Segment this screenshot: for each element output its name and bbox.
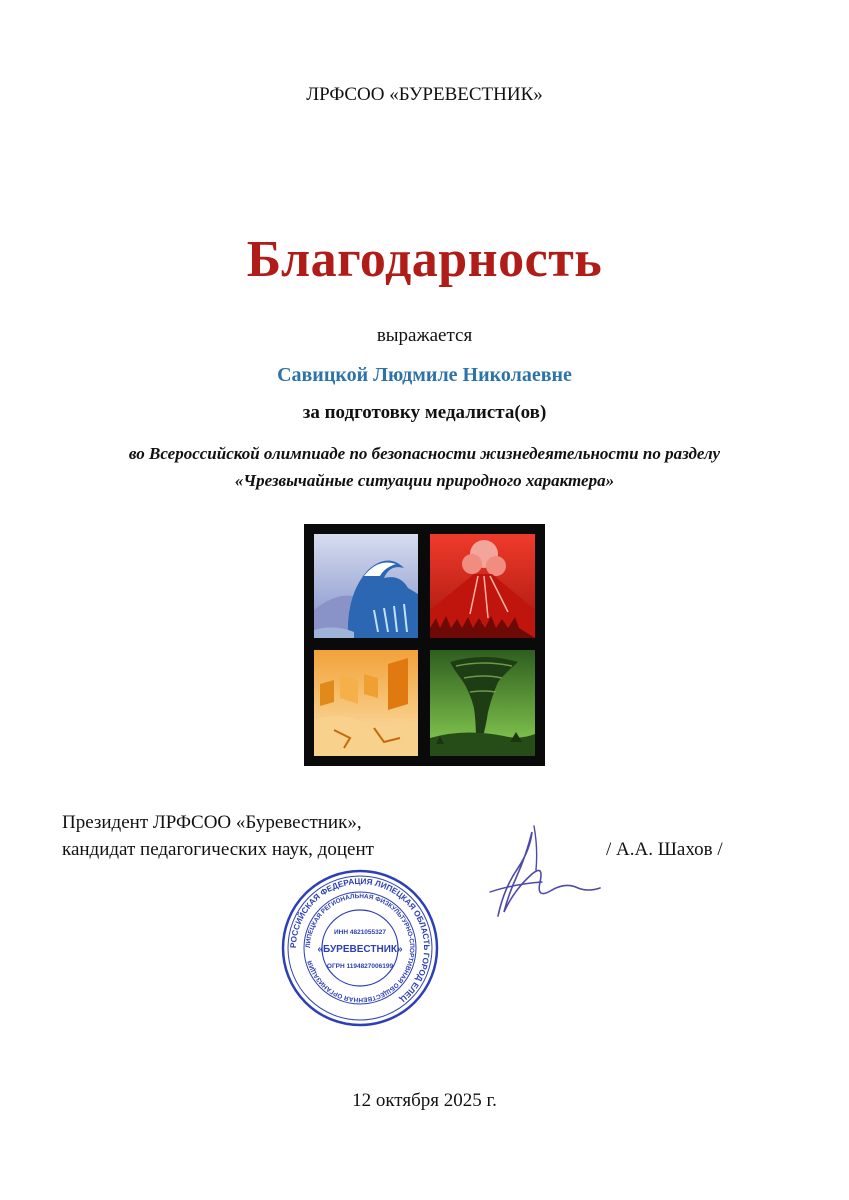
president-title-line-1: Президент ЛРФСОО «Буревестник», — [62, 812, 362, 833]
document-date: 12 октября 2025 г. — [352, 1090, 497, 1111]
olympiad-line-2: «Чрезвычайные ситуации природного характера» — [234, 471, 615, 490]
stamp-outer-text: РОССИЙСКАЯ ФЕДЕРАЦИЯ ЛИПЕЦКАЯ ОБЛАСТЬ ГОРОД ЕЛЕЦ — [288, 876, 432, 1004]
stamp-center: «БУРЕВЕСТНИК» — [317, 944, 403, 955]
handwritten-signature — [474, 808, 609, 930]
natural-disasters-image — [304, 524, 545, 766]
expressed-text: выражается — [376, 325, 473, 346]
stamp-ogrn: ОГРН 1194827006199 — [326, 963, 394, 970]
official-seal — [280, 868, 440, 1028]
stamp-middle-text: ЛИПЕЦКАЯ РЕГИОНАЛЬНАЯ ФИЗКУЛЬТУРНО-СПОРТИВНАЯ ОБЩЕСТВЕННАЯ ОРГАНИЗАЦИЯ — [304, 892, 416, 1004]
stamp-inn: ИНН 4821055327 — [333, 929, 387, 936]
tsunami-icon — [314, 534, 418, 638]
recipient-name: Савицкой Людмиле Николаевне — [277, 364, 572, 386]
document-title: Благодарность — [246, 231, 603, 288]
president-title-line-2: кандидат педагогических наук, доцент — [62, 839, 374, 860]
signer-name: / А.А. Шахов / — [606, 839, 723, 860]
earthquake-icon — [314, 650, 418, 756]
tornado-icon — [430, 650, 535, 756]
organization-header: ЛРФСОО «БУРЕВЕСТНИК» — [306, 84, 543, 105]
olympiad-line-1: во Всероссийской олимпиаде по безопасности жизнедеятельности по разделу — [128, 444, 721, 463]
award-reason: за подготовку медалиста(ов) — [302, 402, 547, 423]
volcano-icon — [430, 534, 535, 638]
